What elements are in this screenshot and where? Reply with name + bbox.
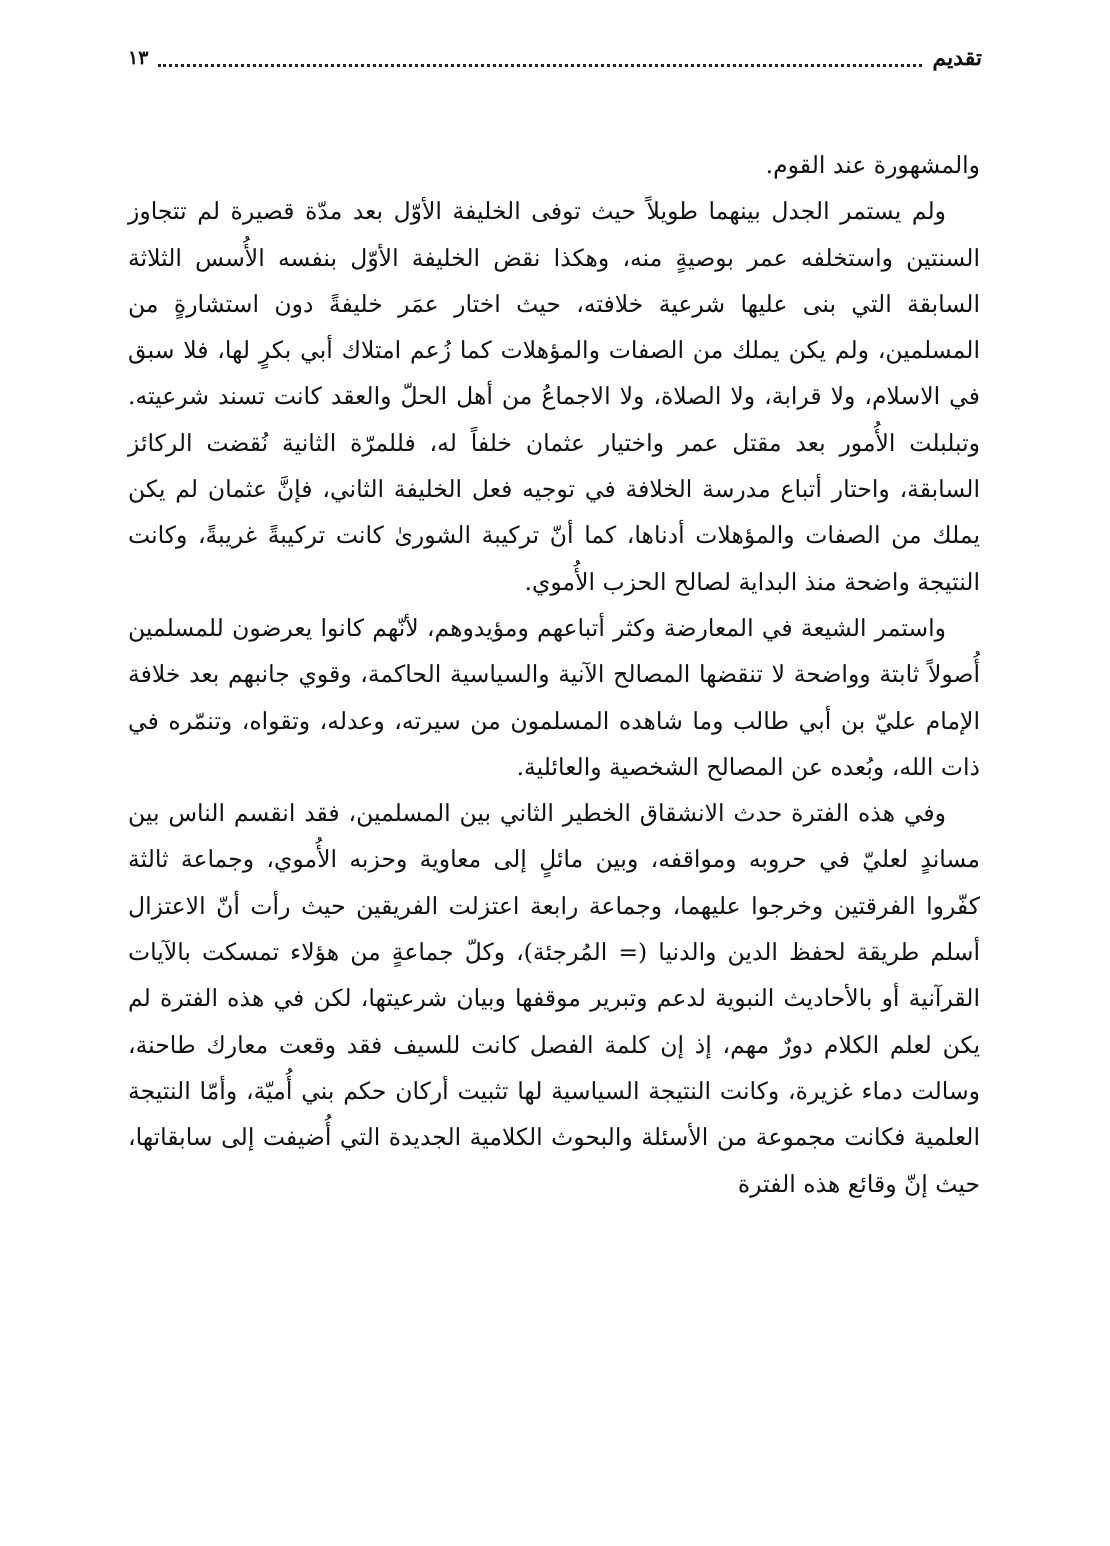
chapter-title: تقديم: [932, 45, 982, 71]
body-text: [128, 142, 980, 1207]
page-number: ١٣: [128, 47, 149, 69]
running-header: [128, 38, 982, 78]
paragraph: وفي هذه الفترة حدث الانشقاق الخطير الثاني بين المسلمين، فقد انقسم الناس بين مساندٍ لعليّ في حروبه ومواقفه، وبين مائلٍ إلى معاوية وحزبه الأُموي، وجماعة ثالثة كفّروا الفرقتين وخرجوا عليهما، وجماعة رابعة اعتزلت الفريقين حيث رأت أنّ الاعتزال أسلم طريقة لحفظ الدين والدنيا (= المُرجئة)، وكلّ جماعةٍ من هؤلاء تمسكت بالآيات القرآنية أو بالأحاديث النبوية لدعم وتبرير موقفها وبيان شرعيتها، لكن في هذه الفترة لم يكن لعلم الكلام دورٌ مهم، إذ إن كلمة الفصل كانت للسيف فقد وقعت معارك طاحنة، وسالت دماء غزيرة، وكانت النتيجة السياسية لها تثبيت أركان حكم بني أُميّة، وأمّا النتيجة العلمية فكانت مجموعة من الأسئلة والبحوث الكلامية الجديدة التي أُضيفت إلى سابقاتها، حيث إنّ وقائع هذه الفترة: [128, 799, 980, 1198]
paragraph: ولم يستمر الجدل بينهما طويلاً حيث توفى الخليفة الأوّل بعد مدّة قصيرة لم تتجاوز السنتين واستخلفه عمر بوصيةٍ منه، وهكذا نقض الخليفة الأوّل بنفسه الأُسس الثلاثة السابقة التي بنى عليها شرعية خلافته، حيث اختار عمَر خليفةً دون استشارةٍ من المسلمين، ولم يكن يملك من الصفات والمؤهلات كما زُعم امتلاك أبي بكرٍ لها، فلا سبق في الاسلام، ولا قرابة، ولا الصلاة، ولا الاجماعُ من أهل الحلّ والعقد كانت تسند شرعيته. وتبلبلت الأُمور بعد مقتل عمر واختيار عثمان خلفاً له، فللمرّة الثانية نُقضت الركائز السابقة، واحتار أتباع مدرسة الخلافة في توجيه فعل الخليفة الثاني، فإنَّ عثمان لم يكن يملك من الصفات والمؤهلات أدناها، كما أنّ تركيبة الشورىٰ كانت تركيبةً غريبةً، وكانت النتيجة واضحة منذ البداية لصالح الحزب الأُموي.: [128, 197, 980, 596]
paragraph-continuation: والمشهورة عند القوم.: [765, 151, 980, 179]
dotted-leader: [158, 50, 922, 67]
paragraph: واستمر الشيعة في المعارضة وكثر أتباعهم ومؤيدوهم، لأنّهم كانوا يعرضون للمسلمين أُصولاً ثابتة وواضحة لا تنقضها المصالح الآنية والسياسية الحاكمة، وقوي جانبهم بعد خلافة الإمام عليّ بن أبي طالب وما شاهده المسلمون من سيرته، وعدله، وتقواه، وتنمّره في ذات الله، وبُعده عن المصالح الشخصية والعائلية.: [128, 613, 980, 781]
